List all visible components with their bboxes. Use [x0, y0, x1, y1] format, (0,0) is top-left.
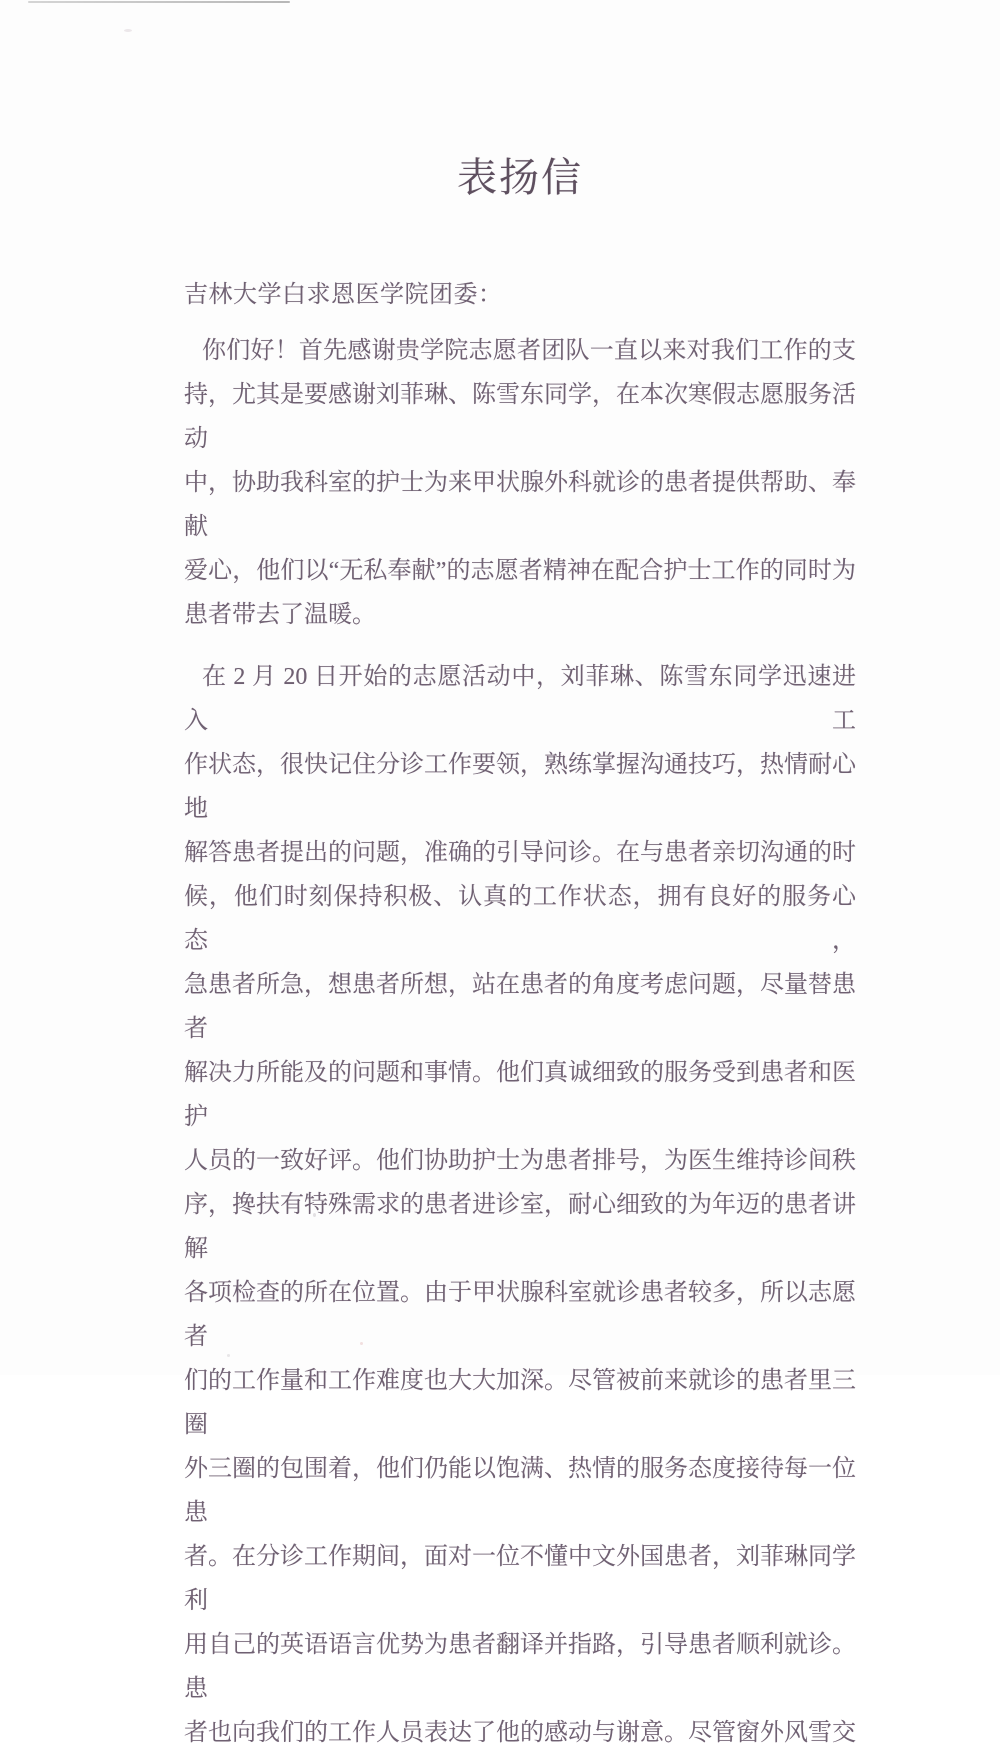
- letter-line: 作状态，很快记住分诊工作要领，熟练掌握沟通技巧，热情耐心地: [184, 752, 856, 822]
- scan-speck: [124, 29, 132, 32]
- letter-content: [184, 0, 856, 1755]
- letter-line: 急患者所急，想患者所想，站在患者的角度考虑问题，尽量替患者: [184, 972, 856, 1042]
- letter-line: 各项检查的所在位置。由于甲状腺科室就诊患者较多，所以志愿者: [184, 1280, 856, 1350]
- letter-paragraph-1: [184, 329, 856, 637]
- letter-line: 在 2 月 20 日开始的志愿活动中，刘菲琳、陈雪东同学迅速进入工: [184, 664, 856, 734]
- letter-line: 中，协助我科室的护士为来甲状腺外科就诊的患者提供帮助、奉献: [184, 470, 856, 540]
- letter-title: 表扬信: [457, 155, 583, 200]
- letter-line: 者也向我们的工作人员表达了他的感动与谢意。尽管窗外风雪交: [184, 1720, 856, 1746]
- letter-line: 患者带去了温暖。: [184, 602, 376, 628]
- letter-line: 外三圈的包围着，他们仍能以饱满、热情的服务态度接待每一位患: [184, 1456, 856, 1526]
- letter-line: 持，尤其是要感谢刘菲琳、陈雪东同学，在本次寒假志愿服务活动: [184, 382, 856, 452]
- letter-line: 你们好！首先感谢贵学院志愿者团队一直以来对我们工作的支: [202, 338, 856, 364]
- letter-salutation: 吉林大学白求恩医学院团委：: [184, 282, 503, 308]
- letter-line: 解决力所能及的问题和事情。他们真诚细致的服务受到患者和医护: [184, 1060, 856, 1130]
- letter-line: 用自己的英语语言优势为患者翻译并指路，引导患者顺利就诊。患: [184, 1632, 856, 1702]
- letter-line: 候，他们时刻保持积极、认真的工作状态，拥有良好的服务心态，: [184, 884, 856, 954]
- letter-line: 们的工作量和工作难度也大大加深。尽管被前来就诊的患者里三圈: [184, 1368, 856, 1438]
- letter-line: 爱心，他们以“无私奉献”的志愿者精神在配合护士工作的同时为: [184, 558, 856, 584]
- letter-line: 者。在分诊工作期间，面对一位不懂中文外国患者，刘菲琳同学利: [184, 1544, 856, 1614]
- letter-line: 人员的一致好评。他们协助护士为患者排号，为医生维持诊间秩: [184, 1148, 856, 1174]
- letter-line: 解答患者提出的问题，准确的引导问诊。在与患者亲切沟通的时: [184, 840, 856, 866]
- letter-line: 序，搀扶有特殊需求的患者进诊室，耐心细致的为年迈的患者讲解: [184, 1192, 856, 1262]
- letter-paragraph-2: [184, 655, 856, 1755]
